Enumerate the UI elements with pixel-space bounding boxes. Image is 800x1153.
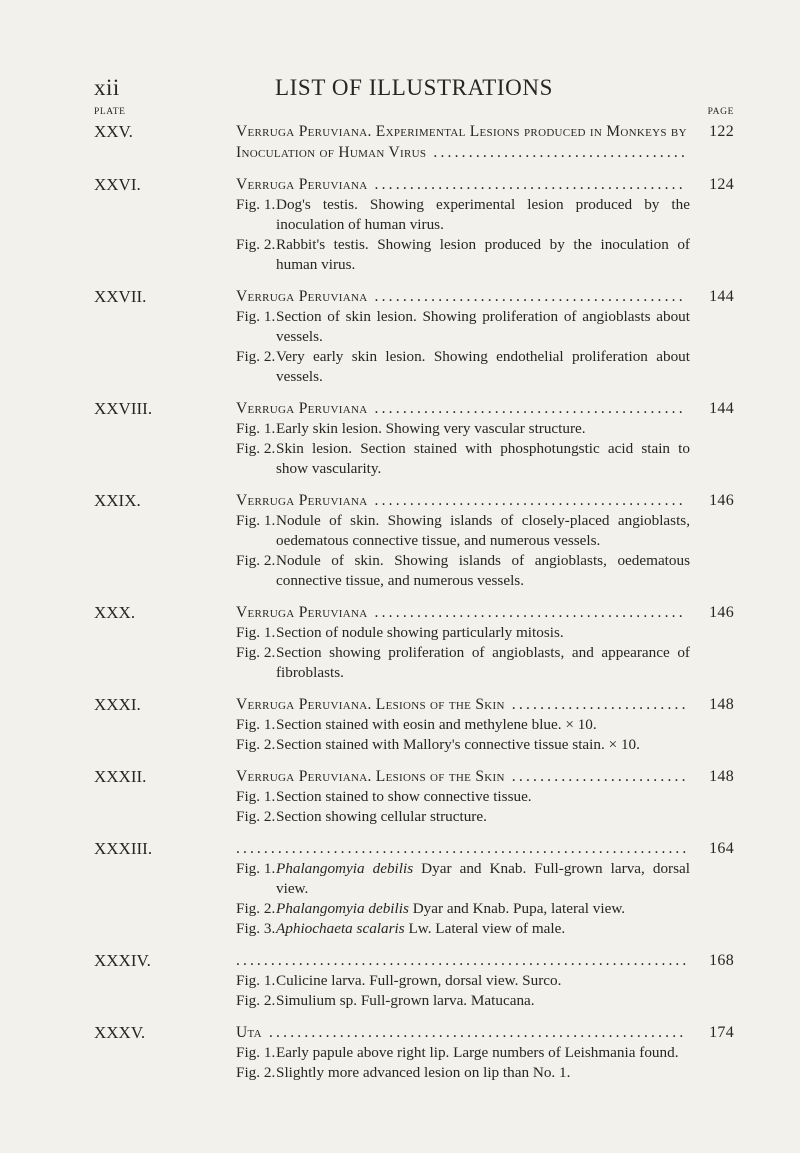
plate-entry xyxy=(94,121,734,163)
figure-text: Culicine larva. Full-grown, dorsal view. Surco. xyxy=(276,972,562,989)
figure-description xyxy=(276,859,690,899)
figure-text: Early papule above right lip. Large numbers of Leishmania found. xyxy=(276,1044,679,1061)
figure-label: Fig. 2. xyxy=(236,552,276,569)
figure-label: Fig. 3. xyxy=(236,920,276,937)
plate-numeral: XXX. xyxy=(94,603,136,622)
figure-description xyxy=(276,195,690,235)
figure-label: Fig. 1. xyxy=(236,972,276,989)
column-headers xyxy=(94,107,734,121)
figure-caption xyxy=(236,195,734,235)
figure-label: Fig. 2. xyxy=(236,644,276,661)
plate-title-line xyxy=(236,490,734,511)
figure-text: Section stained with Mallory's connective tissue stain. × 10. xyxy=(276,736,640,753)
figure-text: Dog's testis. Showing experimental lesion produced by the inoculation of human virus. xyxy=(276,196,690,233)
figure-text: Slightly more advanced lesion on lip than No. 1. xyxy=(276,1064,571,1081)
plate-numeral: XXXIV. xyxy=(94,951,151,970)
leader-dots: ........................................................... xyxy=(261,1024,687,1041)
figure-label: Fig. 1. xyxy=(236,512,276,529)
figure-description xyxy=(276,419,690,439)
leader-dots: ............................................ xyxy=(367,288,686,305)
page-reference: 168 xyxy=(709,952,734,969)
plate-title-line xyxy=(236,694,734,715)
plate-numeral: XXXV. xyxy=(94,1023,146,1042)
figure-caption xyxy=(236,1043,734,1063)
figure-caption xyxy=(236,235,734,275)
figure-text: Nodule of skin. Showing islands of closely-placed angioblasts, oedematous connective tissue, and numerous vessels. xyxy=(276,512,690,549)
plate-entry xyxy=(94,398,734,479)
figure-description xyxy=(276,235,690,275)
figure-description xyxy=(276,347,690,387)
figure-caption xyxy=(236,511,734,551)
plate-title: Uta xyxy=(236,1024,262,1041)
plate-title-line xyxy=(236,398,734,419)
figure-label: Fig. 2. xyxy=(236,900,276,917)
figure-label: Fig. 1. xyxy=(236,308,276,325)
leader-dots: .................................... xyxy=(426,144,689,161)
figure-description xyxy=(276,307,690,347)
figure-label: Fig. 2. xyxy=(236,808,276,825)
figure-label: Fig. 1. xyxy=(236,624,276,641)
running-title: LIST OF ILLUSTRATIONS xyxy=(275,75,553,100)
figure-label: Fig. 1. xyxy=(236,1044,276,1061)
plate-entry xyxy=(94,1022,734,1083)
figure-caption xyxy=(236,859,734,899)
figure-label: Fig. 2. xyxy=(236,992,276,1009)
figure-caption xyxy=(236,307,734,347)
plate-title: Verruga Peruviana xyxy=(236,492,368,509)
plate-title-line xyxy=(236,174,734,195)
figure-text: Lw. Lateral view of male. xyxy=(404,920,566,937)
page-reference: 122 xyxy=(709,123,734,140)
figure-text: Early skin lesion. Showing very vascular structure. xyxy=(276,420,586,437)
page-reference: 144 xyxy=(709,400,734,417)
plate-numeral: XXVI. xyxy=(94,175,141,194)
figure-text: Section of nodule showing particularly mitosis. xyxy=(276,624,564,641)
plate-entry xyxy=(94,286,734,387)
figure-label: Fig. 1. xyxy=(236,788,276,805)
figure-description xyxy=(276,715,690,735)
figure-label: Fig. 1. xyxy=(236,420,276,437)
plate-numeral: XXIX. xyxy=(94,491,141,510)
leader-dots: ......................... xyxy=(504,768,689,785)
figure-label: Fig. 1. xyxy=(236,716,276,733)
plate-numeral: XXV. xyxy=(94,122,133,141)
figure-caption xyxy=(236,623,734,643)
species-name: Phalangomyia debilis xyxy=(276,860,414,877)
figure-caption xyxy=(236,1063,734,1083)
plate-entry xyxy=(94,766,734,827)
figure-caption xyxy=(236,347,734,387)
page-number: xii xyxy=(94,75,120,100)
plate-entry xyxy=(94,950,734,1011)
figure-caption xyxy=(236,643,734,683)
figure-description xyxy=(276,807,690,827)
figure-caption xyxy=(236,419,734,439)
figure-caption xyxy=(236,551,734,591)
leader-dots: ............................................ xyxy=(367,492,686,509)
figure-description xyxy=(276,1043,690,1063)
page-reference: 148 xyxy=(709,696,734,713)
plate-title: Verruga Peruviana xyxy=(236,288,368,305)
plate-numeral: XXVIII. xyxy=(94,399,153,418)
leader-dots: ......................... xyxy=(504,696,689,713)
figure-description xyxy=(276,511,690,551)
leader-dots: ............................................ xyxy=(367,604,686,621)
plate-title: Verruga Peruviana. Lesions of the Skin xyxy=(236,768,505,785)
figure-label: Fig. 2. xyxy=(236,348,276,365)
figure-label: Fig. 2. xyxy=(236,440,276,457)
figure-text: Section showing proliferation of angioblasts, and appearance of fibroblasts. xyxy=(276,644,690,681)
plate-title-line xyxy=(236,286,734,307)
plate-title-line xyxy=(236,1022,734,1043)
figure-description xyxy=(276,787,690,807)
figure-caption xyxy=(236,807,734,827)
plate-numeral: XXXII. xyxy=(94,767,147,786)
page-reference: 174 xyxy=(709,1024,734,1041)
species-name: Aphiochaeta scalaris xyxy=(276,920,405,937)
page-reference: 148 xyxy=(709,768,734,785)
figure-label: Fig. 1. xyxy=(236,196,276,213)
page-reference: 124 xyxy=(709,176,734,193)
plate-title-line xyxy=(236,950,734,971)
figure-label: Fig. 2. xyxy=(236,736,276,753)
plate-title-line xyxy=(236,602,734,623)
page-column-header: PAGE xyxy=(707,107,734,117)
figure-description xyxy=(276,1063,690,1083)
plate-title: Verruga Peruviana xyxy=(236,400,368,417)
figure-description xyxy=(276,623,690,643)
plate-entry xyxy=(94,174,734,275)
plate-entry xyxy=(94,694,734,755)
page-reference: 146 xyxy=(709,492,734,509)
page-header xyxy=(94,75,734,105)
figure-text: Skin lesion. Section stained with phosphotungstic acid stain to show vascularity. xyxy=(276,440,690,477)
plate-title-line xyxy=(236,766,734,787)
figure-label: Fig. 2. xyxy=(236,236,276,253)
figure-caption xyxy=(236,899,734,919)
plate-title-line xyxy=(236,838,734,859)
figure-description xyxy=(276,735,690,755)
plate-numeral: XXXI. xyxy=(94,695,141,714)
figure-text: Section stained with eosin and methylene blue. × 10. xyxy=(276,716,597,733)
figure-caption xyxy=(236,971,734,991)
page-reference: 164 xyxy=(709,840,734,857)
figure-description xyxy=(276,919,690,939)
plate-column-header: PLATE xyxy=(94,107,126,117)
figure-text: Simulium sp. Full-grown larva. Matucana. xyxy=(276,992,535,1009)
figure-text: Dyar and Knab. Full-grown larva, dorsal view. xyxy=(276,860,690,897)
figure-description xyxy=(276,971,690,991)
plate-title-line xyxy=(236,121,734,163)
figure-text: Nodule of skin. Showing islands of angioblasts, oedematous connective tissue, and numerous vessels. xyxy=(276,552,690,589)
figure-text: Section of skin lesion. Showing proliferation of angioblasts about vessels. xyxy=(276,308,690,345)
figure-caption xyxy=(236,919,734,939)
plate-numeral: XXXIII. xyxy=(94,839,153,858)
plate-numeral: XXVII. xyxy=(94,287,147,306)
plate-title: Verruga Peruviana xyxy=(236,604,368,621)
plate-title: Verruga Peruviana. Lesions of the Skin xyxy=(236,696,505,713)
leader-dots: ............................................ xyxy=(367,400,686,417)
illustrations-list xyxy=(94,121,734,1094)
figure-description xyxy=(276,439,690,479)
page-reference: 144 xyxy=(709,288,734,305)
figure-text: Very early skin lesion. Showing endothelial proliferation about vessels. xyxy=(276,348,690,385)
page-reference: 146 xyxy=(709,604,734,621)
leader-dots: ............................................ xyxy=(367,176,686,193)
figure-text: Rabbit's testis. Showing lesion produced by the inoculation of human virus. xyxy=(276,236,690,273)
figure-caption xyxy=(236,991,734,1011)
plate-entry xyxy=(94,838,734,939)
figure-label: Fig. 2. xyxy=(236,1064,276,1081)
leader-dots: ................................................................. xyxy=(236,952,690,969)
plate-title: Verruga Peruviana. Experimental Lesions produced in Monkeys by Inoculation of Human Virus xyxy=(236,123,687,161)
plate-entry xyxy=(94,490,734,591)
figure-text: Dyar and Knab. Pupa, lateral view. xyxy=(408,900,626,917)
figure-label: Fig. 1. xyxy=(236,860,276,877)
species-name: Phalangomyia debilis xyxy=(276,900,409,917)
figure-caption xyxy=(236,439,734,479)
figure-caption xyxy=(236,787,734,807)
leader-dots: ................................................................. xyxy=(236,840,690,857)
figure-caption xyxy=(236,735,734,755)
plate-entry xyxy=(94,602,734,683)
figure-text: Section showing cellular structure. xyxy=(276,808,487,825)
figure-description xyxy=(276,991,690,1011)
figure-caption xyxy=(236,715,734,735)
plate-title: Verruga Peruviana xyxy=(236,176,368,193)
figure-text: Section stained to show connective tissue. xyxy=(276,788,532,805)
figure-description xyxy=(276,643,690,683)
figure-description xyxy=(276,551,690,591)
figure-description xyxy=(276,899,690,919)
